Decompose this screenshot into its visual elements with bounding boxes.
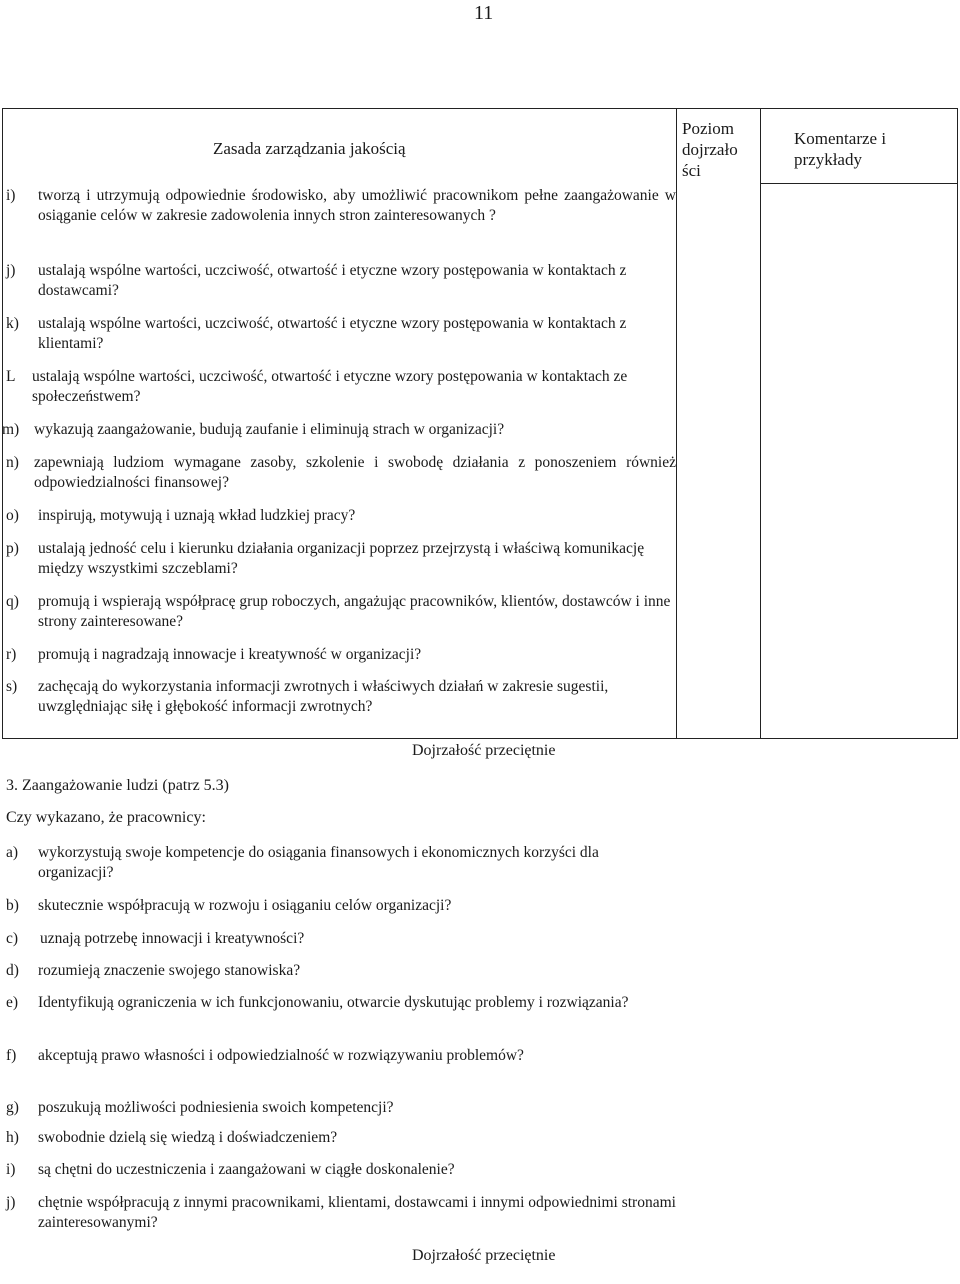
list-item <box>6 993 676 1033</box>
section-question: Czy wykazano, że pracownicy: <box>6 809 206 826</box>
column-divider-maturity <box>676 108 677 739</box>
item-label: n) <box>6 454 19 471</box>
list-item <box>6 186 676 246</box>
item-text: poszukują możliwości podniesienia swoich kompetencji? <box>38 1099 394 1116</box>
table-header-divider <box>760 183 958 184</box>
item-text: ustalają wspólne wartości, uczciwość, otwartość i etyczne wzory postępowania w kontaktach ze społeczeństwem? <box>32 368 628 405</box>
list-item <box>6 453 676 493</box>
item-label: e) <box>6 994 19 1011</box>
item-label: r) <box>6 646 17 663</box>
average-maturity-label: Dojrzałość przeciętnie <box>412 742 556 759</box>
section-heading: 3. Zaangażowanie ludzi (patrz 5.3) <box>6 777 230 794</box>
item-text: ustalają jedność celu i kierunku działania organizacji poprzez przejrzystą i właściwą komunikację między wszystkimi szczeblami? <box>38 540 645 577</box>
item-label: d) <box>6 962 19 979</box>
comments-header-line: Komentarze i <box>794 129 887 148</box>
list-item <box>6 1160 676 1180</box>
column-divider-comments <box>760 108 761 739</box>
list-item <box>6 929 676 949</box>
item-text: promują i wspierają współpracę grup roboczych, angażując pracowników, klientów, dostawców i inne strony zainteresowane? <box>38 593 671 630</box>
item-label: g) <box>6 1099 19 1116</box>
list-item <box>6 896 676 916</box>
item-label: i) <box>6 1161 16 1178</box>
item-label: q) <box>6 593 19 610</box>
list-item <box>6 261 676 301</box>
item-label: o) <box>6 507 19 524</box>
table-top-border <box>2 108 958 109</box>
list-item <box>6 592 676 632</box>
item-text: uznają potrzebę innowacji i kreatywności? <box>40 930 305 947</box>
list-item <box>6 1046 676 1066</box>
list-item <box>2 420 676 440</box>
comments-header-line: przykłady <box>794 150 862 169</box>
item-text: akceptują prawo własności i odpowiedzialność w rozwiązywaniu problemów? <box>38 1047 524 1064</box>
item-label: k) <box>6 315 19 332</box>
item-label: h) <box>6 1129 19 1146</box>
item-label: a) <box>6 844 19 861</box>
item-label: L <box>6 368 16 385</box>
item-text: promują i nagradzają innowacje i kreatywność w organizacji? <box>38 646 422 663</box>
item-text: Identyfikują ograniczenia w ich funkcjonowaniu, otwarcie dyskutując problemy i rozwiązania? <box>38 994 629 1011</box>
maturity-header-line: dojrzało <box>682 140 738 159</box>
list-item <box>6 314 676 354</box>
list-item <box>6 645 676 665</box>
item-label: j) <box>6 262 16 279</box>
item-label: m) <box>2 421 20 438</box>
list-item <box>6 1128 676 1148</box>
list-item <box>6 1098 676 1118</box>
item-text: rozumieją znaczenie swojego stanowiska? <box>38 962 301 979</box>
item-text: zapewniają ludziom wymagane zasoby, szkolenie i swobodę działania z ponoszeniem również odpowiedzialności finansowej? <box>34 454 676 491</box>
item-label: f) <box>6 1047 17 1064</box>
item-label: s) <box>6 678 18 695</box>
list-item <box>6 843 676 883</box>
table-bottom-border <box>2 738 958 739</box>
item-text: ustalają wspólne wartości, uczciwość, otwartość i etyczne wzory postępowania w kontaktach z klientami? <box>38 315 627 352</box>
item-text: tworzą i utrzymują odpowiednie środowisko, aby umożliwić pracownikom pełne zaangażowanie w osiąganie celów w zakresie zadowolenia innych stron zainteresowanych ? <box>38 187 676 224</box>
item-text: są chętni do uczestniczenia i zaangażowani w ciągłe doskonalenie? <box>38 1161 455 1178</box>
item-text: wykazują zaangażowanie, budują zaufanie i eliminują strach w organizacji? <box>34 421 505 438</box>
item-text: wykorzystują swoje kompetencje do osiągania finansowych i ekonomicznych korzyści dla organizacji? <box>38 844 599 881</box>
page-number: 11 <box>474 2 494 24</box>
list-item <box>6 539 676 579</box>
item-label: b) <box>6 897 19 914</box>
item-text: skutecznie współpracują w rozwoju i osiąganiu celów organizacji? <box>38 897 452 914</box>
maturity-column-header <box>682 118 738 181</box>
maturity-header-line: Poziom <box>682 119 734 138</box>
maturity-header-line: ści <box>682 161 701 180</box>
comments-column-header <box>794 128 886 170</box>
item-text: inspirują, motywują i uznają wkład ludzkiej pracy? <box>38 507 356 524</box>
principle-column-header: Zasada zarządzania jakością <box>213 139 406 158</box>
table-right-border <box>957 108 958 739</box>
item-text: ustalają wspólne wartości, uczciwość, otwartość i etyczne wzory postępowania w kontaktach z dostawcami? <box>38 262 627 299</box>
list-item <box>6 1193 676 1233</box>
average-maturity-label: Dojrzałość przeciętnie <box>412 1247 556 1264</box>
item-text: chętnie współpracują z innymi pracownikami, klientami, dostawcami i innymi odpowiednimi stronami zainteresowanymi? <box>38 1194 676 1231</box>
list-item <box>6 677 676 717</box>
item-text: swobodnie dzielą się wiedzą i doświadczeniem? <box>38 1129 338 1146</box>
item-text: zachęcają do wykorzystania informacji zwrotnych i właściwych działań w zakresie sugestii, uwzględniając siłę i głębokość informacji zwrotnych? <box>38 678 609 715</box>
item-label: j) <box>6 1194 16 1211</box>
list-item <box>6 961 676 981</box>
item-label: p) <box>6 540 19 557</box>
item-label: i) <box>6 187 16 204</box>
item-label: c) <box>6 930 19 947</box>
list-item <box>6 506 676 526</box>
list-item <box>6 367 676 407</box>
